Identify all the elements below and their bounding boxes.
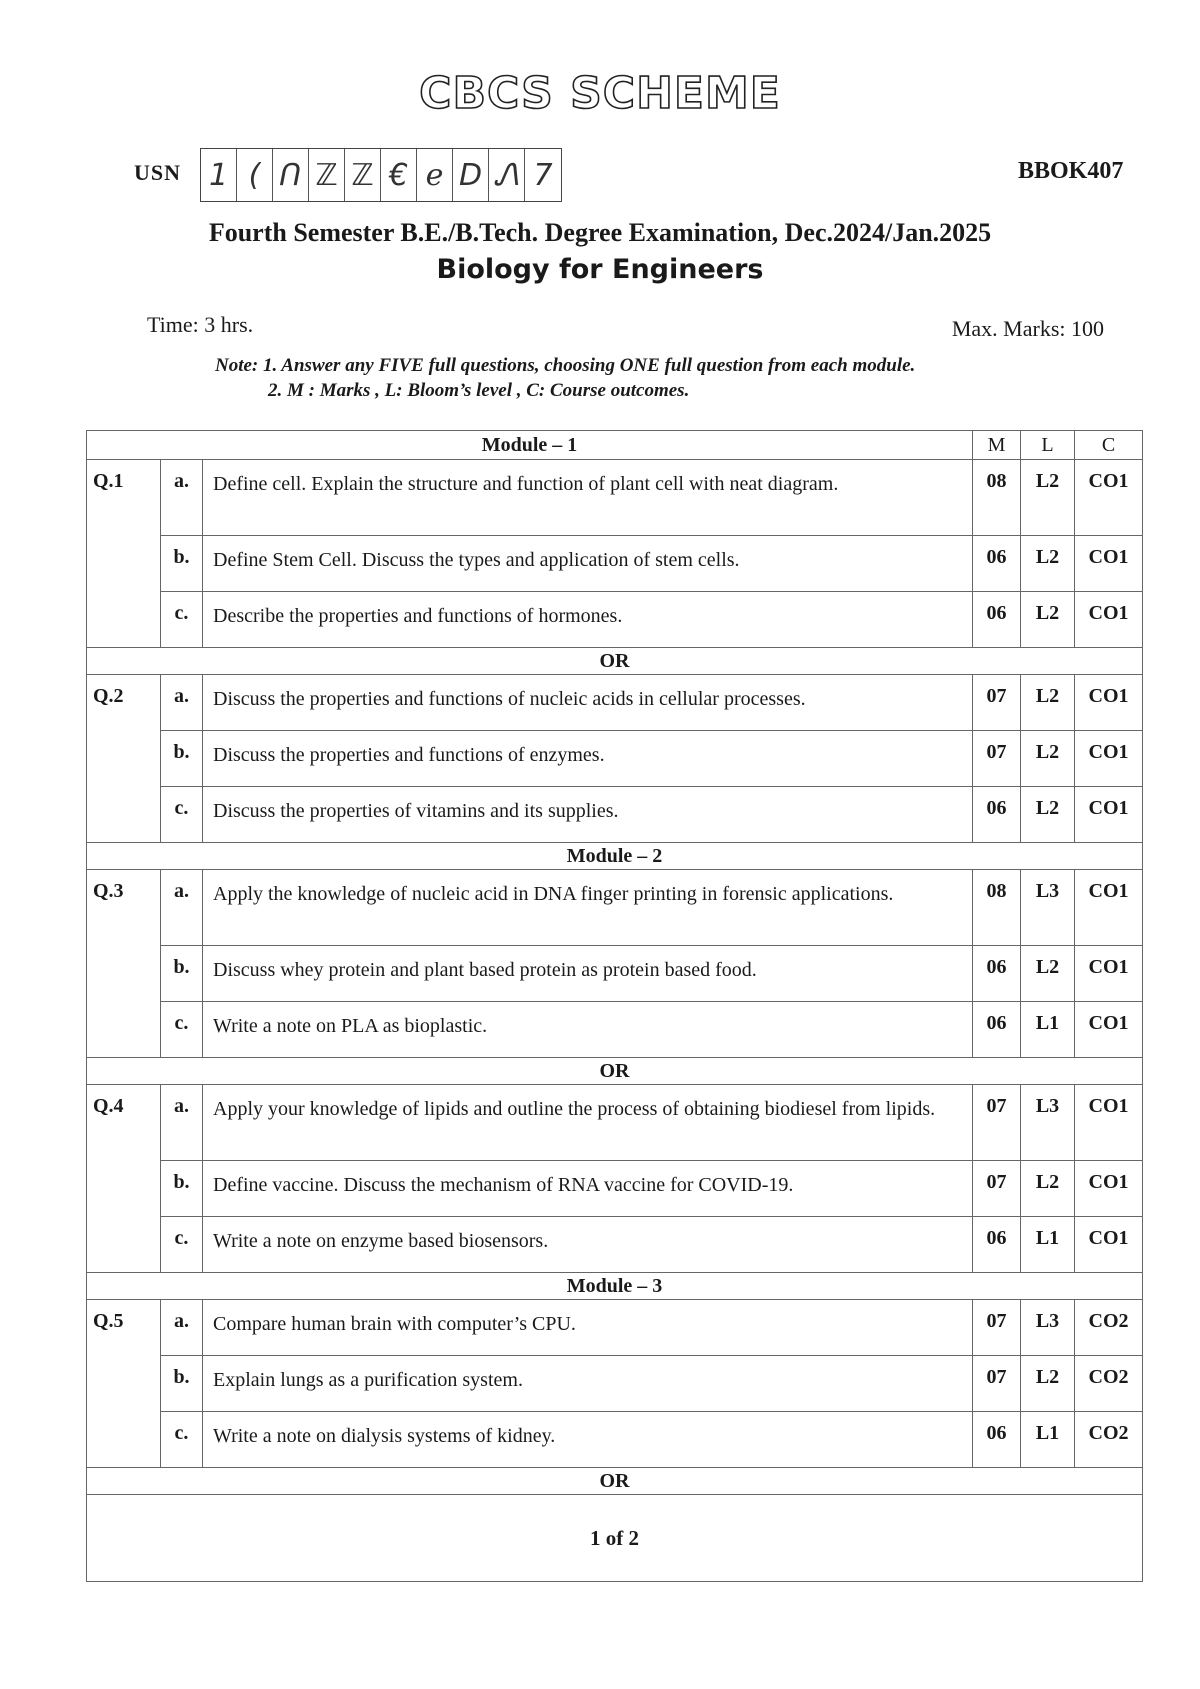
question-text: Apply the knowledge of nucleic acid in DNA finger printing in forensic applications. [203, 870, 973, 946]
bloom-level: L2 [1021, 675, 1075, 731]
question-number: Q.5 [87, 1300, 161, 1468]
bloom-level: L2 [1021, 1161, 1075, 1217]
course-outcome: CO1 [1075, 1217, 1143, 1273]
marks: 07 [973, 675, 1021, 731]
note-line-2: 2. M : Marks , L: Bloom’s level , C: Course outcomes. [268, 380, 690, 401]
or-label: OR [87, 1468, 1143, 1495]
usn-digit: ( [237, 149, 273, 201]
usn-digit: ᑎ [273, 149, 309, 201]
question-row [87, 1412, 1143, 1468]
question-text: Write a note on enzyme based biosensors. [203, 1217, 973, 1273]
question-text: Describe the properties and functions of hormones. [203, 592, 973, 648]
part-label: c. [161, 592, 203, 648]
or-separator-row [87, 648, 1143, 675]
course-outcome: CO1 [1075, 1161, 1143, 1217]
bloom-level: L2 [1021, 787, 1075, 843]
usn-digit: € [381, 149, 417, 201]
part-label: a. [161, 870, 203, 946]
question-row [87, 946, 1143, 1002]
or-separator-row [87, 1058, 1143, 1085]
question-table [86, 430, 1143, 1582]
usn-digit: ℤ [309, 149, 345, 201]
bloom-level: L1 [1021, 1002, 1075, 1058]
bloom-level: L2 [1021, 536, 1075, 592]
question-row [87, 592, 1143, 648]
question-row [87, 460, 1143, 536]
outcome-column-header: C [1075, 431, 1143, 460]
marks: 06 [973, 946, 1021, 1002]
course-outcome: CO1 [1075, 675, 1143, 731]
subject-title: Biology for Engineers [436, 254, 764, 285]
question-text: Define cell. Explain the structure and function of plant cell with neat diagram. [203, 460, 973, 536]
module-heading: Module – 3 [87, 1273, 1143, 1300]
marks: 07 [973, 731, 1021, 787]
course-outcome: CO1 [1075, 460, 1143, 536]
question-text: Explain lungs as a purification system. [203, 1356, 973, 1412]
bloom-level: L3 [1021, 1300, 1075, 1356]
question-row [87, 1217, 1143, 1273]
question-text: Discuss the properties and functions of nucleic acids in cellular processes. [203, 675, 973, 731]
course-outcome: CO1 [1075, 731, 1143, 787]
question-row [87, 1085, 1143, 1161]
marks: 08 [973, 870, 1021, 946]
question-row [87, 1002, 1143, 1058]
question-number: Q.4 [87, 1085, 161, 1273]
usn-label: USN [134, 160, 182, 185]
bloom-level: L3 [1021, 870, 1075, 946]
marks: 07 [973, 1356, 1021, 1412]
bloom-level: L2 [1021, 731, 1075, 787]
time-allowed: Time: 3 hrs. [147, 312, 254, 337]
question-number: Q.2 [87, 675, 161, 843]
level-column-header: L [1021, 431, 1075, 460]
course-outcome: CO1 [1075, 787, 1143, 843]
course-outcome: CO2 [1075, 1300, 1143, 1356]
marks: 06 [973, 536, 1021, 592]
question-number: Q.3 [87, 870, 161, 1058]
part-label: b. [161, 1356, 203, 1412]
question-text: Compare human brain with computer’s CPU. [203, 1300, 973, 1356]
marks: 06 [973, 787, 1021, 843]
question-row [87, 870, 1143, 946]
subject-code: BBOK407 [1018, 158, 1124, 184]
marks: 07 [973, 1161, 1021, 1217]
page-footer-row [87, 1495, 1143, 1582]
question-row [87, 1300, 1143, 1356]
usn-field [200, 148, 562, 202]
marks: 07 [973, 1085, 1021, 1161]
question-row [87, 536, 1143, 592]
marks: 07 [973, 1300, 1021, 1356]
exam-title: Fourth Semester B.E./B.Tech. Degree Examination, Dec.2024/Jan.2025 [208, 218, 992, 247]
course-outcome: CO1 [1075, 946, 1143, 1002]
or-label: OR [87, 1058, 1143, 1085]
note-line-1: Note: 1. Answer any FIVE full questions, choosing ONE full question from each module. [215, 355, 916, 376]
bloom-level: L1 [1021, 1217, 1075, 1273]
part-label: c. [161, 1002, 203, 1058]
bloom-level: L2 [1021, 1356, 1075, 1412]
part-label: a. [161, 1085, 203, 1161]
question-row [87, 675, 1143, 731]
usn-digit: ℯ [417, 149, 453, 201]
bloom-level: L2 [1021, 946, 1075, 1002]
question-row [87, 731, 1143, 787]
or-separator-row [87, 1468, 1143, 1495]
marks-column-header: M [973, 431, 1021, 460]
usn-digit: D [453, 149, 489, 201]
bloom-level: L1 [1021, 1412, 1075, 1468]
page-number: 1 of 2 [87, 1495, 1143, 1582]
module-header-row [87, 843, 1143, 870]
question-text: Write a note on PLA as bioplastic. [203, 1002, 973, 1058]
course-outcome: CO1 [1075, 536, 1143, 592]
course-outcome: CO1 [1075, 1002, 1143, 1058]
part-label: c. [161, 1217, 203, 1273]
module-heading: Module – 1 [87, 431, 973, 460]
course-outcome: CO1 [1075, 1085, 1143, 1161]
marks: 08 [973, 460, 1021, 536]
part-label: a. [161, 675, 203, 731]
usn-digit: 1 [201, 149, 237, 201]
part-label: a. [161, 1300, 203, 1356]
bloom-level: L2 [1021, 592, 1075, 648]
usn-digit: Ꮑ [489, 149, 525, 201]
module-header-row [87, 1273, 1143, 1300]
marks: 06 [973, 1412, 1021, 1468]
course-outcome: CO2 [1075, 1356, 1143, 1412]
question-row [87, 1161, 1143, 1217]
marks: 06 [973, 592, 1021, 648]
question-row [87, 1356, 1143, 1412]
part-label: b. [161, 731, 203, 787]
usn-digit: 7 [533, 157, 553, 193]
question-text: Define Stem Cell. Discuss the types and application of stem cells. [203, 536, 973, 592]
marks: 06 [973, 1002, 1021, 1058]
question-text: Write a note on dialysis systems of kidney. [203, 1412, 973, 1468]
marks: 06 [973, 1217, 1021, 1273]
part-label: c. [161, 787, 203, 843]
part-label: b. [161, 946, 203, 1002]
part-label: b. [161, 536, 203, 592]
part-label: c. [161, 1412, 203, 1468]
scheme-stamp: CBCS SCHEME [419, 68, 781, 119]
course-outcome: CO1 [1075, 592, 1143, 648]
question-text: Apply your knowledge of lipids and outline the process of obtaining biodiesel from lipids. [203, 1085, 973, 1161]
part-label: a. [161, 460, 203, 536]
question-number: Q.1 [87, 460, 161, 648]
question-row [87, 787, 1143, 843]
course-outcome: CO2 [1075, 1412, 1143, 1468]
bloom-level: L3 [1021, 1085, 1075, 1161]
question-text: Discuss whey protein and plant based protein as protein based food. [203, 946, 973, 1002]
usn-digit: ℤ [345, 149, 381, 201]
question-text: Discuss the properties of vitamins and its supplies. [203, 787, 973, 843]
module-header-row [87, 431, 1143, 460]
bloom-level: L2 [1021, 460, 1075, 536]
module-heading: Module – 2 [87, 843, 1143, 870]
part-label: b. [161, 1161, 203, 1217]
or-label: OR [87, 648, 1143, 675]
question-text: Define vaccine. Discuss the mechanism of RNA vaccine for COVID-19. [203, 1161, 973, 1217]
question-text: Discuss the properties and functions of enzymes. [203, 731, 973, 787]
max-marks: Max. Marks: 100 [951, 316, 1104, 341]
course-outcome: CO1 [1075, 870, 1143, 946]
